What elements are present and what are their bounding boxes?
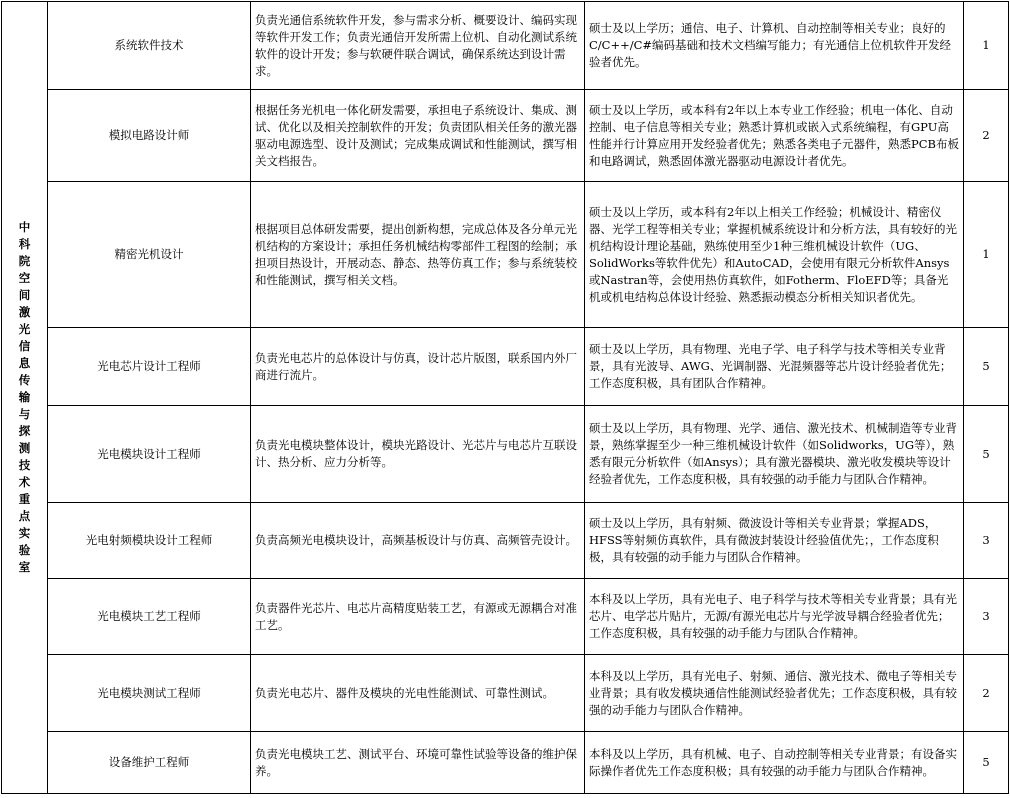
position-title: 模拟电路设计师 (48, 90, 251, 182)
position-requirements: 本科及以上学历，具有机械、电子、自动控制等相关专业背景；有设备实际操作者优先工作态度积极；具有较强的动手能力与团队合作精神。 (585, 732, 964, 794)
position-requirements: 硕士及以上学历，具有物理、光电子学、电子科学与技术等相关专业背景，具有光波导、AWG、光调制器、光混频器等芯片设计经验者优先；工作态度积极，具有团队合作精神。 (585, 328, 964, 406)
position-duty: 负责光电芯片、器件及模块的光电性能测试、可靠性测试。 (251, 655, 585, 732)
table-row (2, 328, 1009, 406)
position-duty: 负责器件光芯片、电芯片高精度贴装工艺，有源或无源耦合对准工艺。 (251, 579, 585, 655)
position-title: 设备维护工程师 (48, 732, 251, 794)
position-count: 1 (964, 2, 1009, 90)
table-row (2, 503, 1009, 579)
position-title: 光电芯片设计工程师 (48, 328, 251, 406)
table-row (2, 182, 1009, 328)
position-duty: 根据项目总体研发需要，提出创新构想，完成总体及各分单元光机结构的方案设计；承担任务机械结构零部件工程图的绘制；承担项目热设计，开展动态、静态、热等仿真工作；参与系统装校和性能测试，撰写相关文档。 (251, 182, 585, 328)
position-count: 5 (964, 732, 1009, 794)
department-name: 中 科 院 空 间 激 光 信 息 传 输 与 探 测 技 术 重 点 实 验 室 (18, 220, 31, 574)
position-count: 2 (964, 90, 1009, 182)
position-duty: 负责高频光电模块设计，高频基板设计与仿真、高频管壳设计。 (251, 503, 585, 579)
position-requirements: 本科及以上学历，具有光电子、射频、通信、激光技术、微电子等相关专业背景；具有收发模块通信性能测试经验者优先；工作态度积极，具有较强的动手能力与团队合作精神。 (585, 655, 964, 732)
position-duty: 负责光电模块整体设计，模块光路设计、光芯片与电芯片互联设计、热分析、应力分析等。 (251, 406, 585, 503)
position-title: 光电模块工艺工程师 (48, 579, 251, 655)
position-requirements: 本科及以上学历，具有光电子、电子科学与技术等相关专业背景；具有光芯片、电学芯片贴片，无源/有源光电芯片与光学波导耦合经验者优先；工作态度积极，具有较强的动手能力与团队合作精神。 (585, 579, 964, 655)
position-count: 1 (964, 182, 1009, 328)
position-title: 精密光机设计 (48, 182, 251, 328)
table-row (2, 579, 1009, 655)
position-duty: 负责光通信系统软件开发，参与需求分析、概要设计、编码实现等软件开发工作；负责光通信开发所需上位机、自动化测试系统软件的设计开发；参与软硬件联合调试，确保系统达到设计需求。 (251, 2, 585, 90)
position-requirements: 硕士及以上学历，或本科有2年以上相关工作经验；机械设计、精密仪器、光学工程等相关专业；掌握机械系统设计和分析方法，具有较好的光机结构设计理论基础，熟练使用至少1种三维机械设计软件（UG、SolidWorks等软件优先）和AutoCAD，会使用有限元分析软件Ansys或Nastran等，会使用热仿真软件，如Fotherm、FloEFD等；具备光机或机电结构总体设计经验、熟悉振动模态分析相关知识者优先。 (585, 182, 964, 328)
position-title: 光电模块设计工程师 (48, 406, 251, 503)
position-duty: 负责光电芯片的总体设计与仿真，设计芯片版图，联系国内外厂商进行流片。 (251, 328, 585, 406)
table-row (2, 406, 1009, 503)
position-requirements: 硕士及以上学历，具有射频、微波设计等相关专业背景；掌握ADS，HFSS等射频仿真软件，具有微波封装设计经验值优先；，工作态度积极，具有较强的动手能力与团队合作精神。 (585, 503, 964, 579)
position-duty: 根据任务光机电一体化研发需要，承担电子系统设计、集成、测试、优化以及相关控制软件的开发；负责团队相关任务的激光器驱动电源选型、设计及测试；完成集成调试和性能测试，撰写相关文档报告。 (251, 90, 585, 182)
positions-table (1, 1, 1009, 794)
table-row (2, 732, 1009, 794)
position-count: 5 (964, 406, 1009, 503)
position-requirements: 硕士及以上学历，具有物理、光学、通信、激光技术、机械制造等专业背景，熟练掌握至少一种三维机械设计软件（如Solidworks，UG等），熟悉有限元分析软件（如Ansys）；具有激光器模块、激光收发模块等设计经验者优先，工作态度积极，具有较强的动手能力与团队合作精神。 (585, 406, 964, 503)
position-count: 3 (964, 503, 1009, 579)
position-title: 光电射频模块设计工程师 (48, 503, 251, 579)
position-title: 系统软件技术 (48, 2, 251, 90)
position-count: 5 (964, 328, 1009, 406)
table-row (2, 90, 1009, 182)
position-requirements: 硕士及以上学历，或本科有2年以上本专业工作经验；机电一体化、自动控制、电子信息等相关专业；熟悉计算机或嵌入式系统编程，有GPU高性能并行计算应用开发经验者优先；熟悉各类电子元器件，熟悉PCB布板和电路调试，熟悉固体激光器驱动电源设计者优先。 (585, 90, 964, 182)
table-row (2, 655, 1009, 732)
position-count: 2 (964, 655, 1009, 732)
position-count: 3 (964, 579, 1009, 655)
department-cell (2, 2, 48, 794)
position-duty: 负责光电模块工艺、测试平台、环境可靠性试验等设备的维护保养。 (251, 732, 585, 794)
position-title: 光电模块测试工程师 (48, 655, 251, 732)
table-row (2, 2, 1009, 90)
position-requirements: 硕士及以上学历；通信、电子、计算机、自动控制等相关专业；良好的C/C++/C#编码基础和技术文档编写能力；有光通信上位机软件开发经验者优先。 (585, 2, 964, 90)
